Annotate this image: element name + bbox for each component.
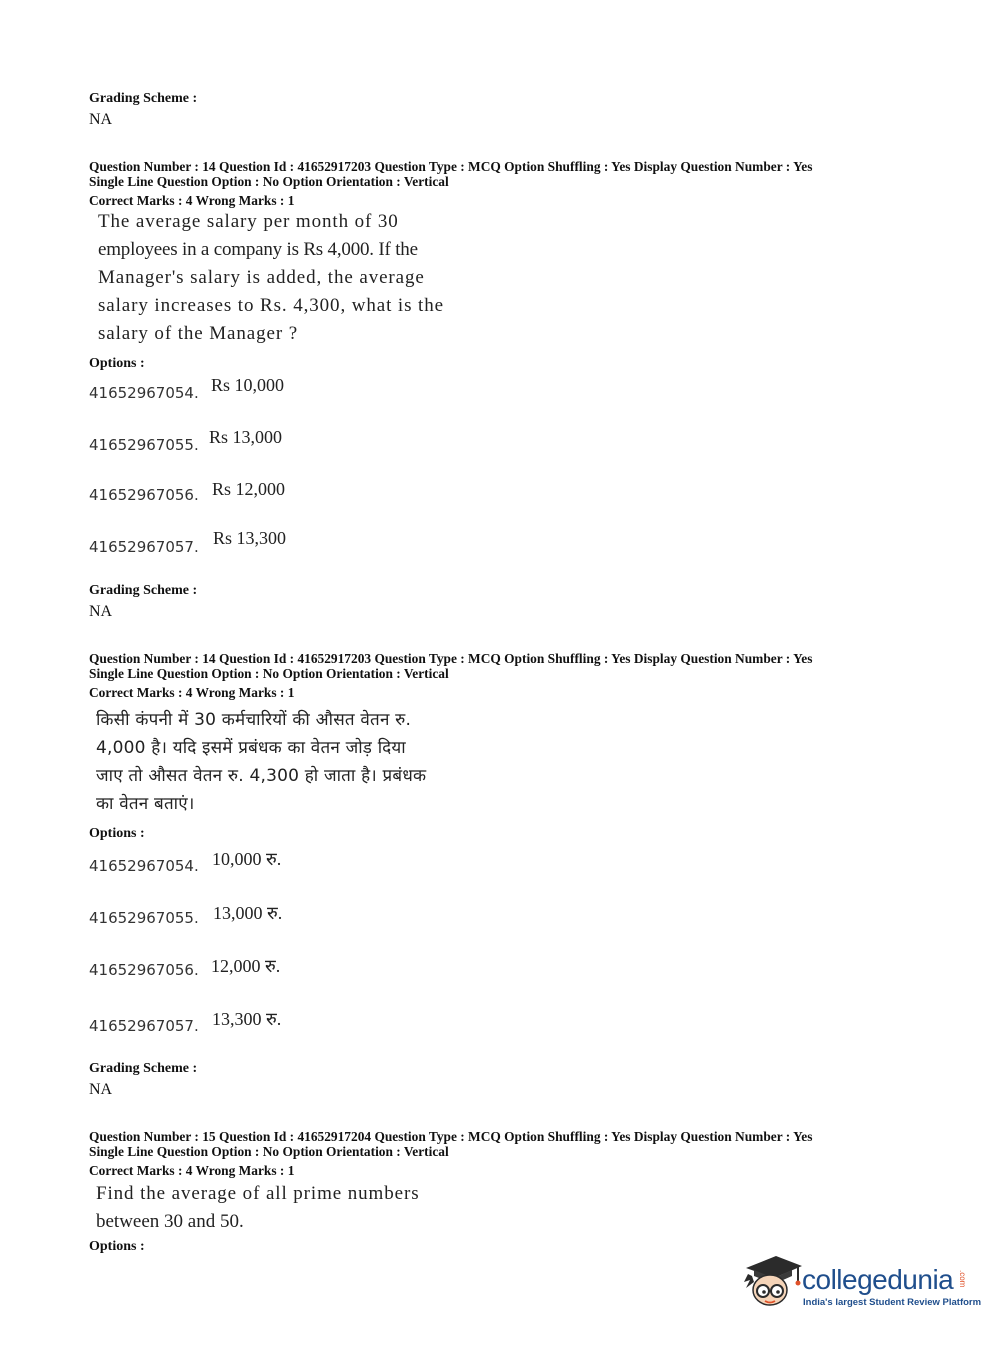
mascot-icon [740, 1252, 804, 1310]
options-label: Options : [89, 356, 145, 371]
question-text [96, 1180, 420, 1236]
option-value: Rs 12,000 [212, 479, 286, 499]
question-text [98, 208, 444, 348]
collegedunia-logo[interactable] [740, 1250, 982, 1312]
question-meta-line1: Question Number : 15 Question Id : 41652917204 Question Type : MCQ Option Shuffling : Yes Display Question Number : Yes [89, 1129, 813, 1144]
question-text-line: 4,000 है। यदि इसमें प्रबंधक का वेतन जोड़ दिया [96, 738, 406, 758]
question-text-line: The average salary per month of 30 [98, 211, 399, 232]
grading-scheme-label: Grading Scheme : [89, 1061, 198, 1076]
logo-tagline: India's largest Student Review Platform [803, 1297, 982, 1308]
grading-scheme-label: Grading Scheme : [89, 583, 198, 598]
question-marks: Correct Marks : 4 Wrong Marks : 1 [89, 685, 295, 700]
question-meta-line2: Single Line Question Option : No Option Orientation : Vertical [89, 174, 449, 189]
option-value: Rs 13,300 [213, 528, 287, 548]
grading-scheme-label: Grading Scheme : [89, 91, 198, 106]
question-marks: Correct Marks : 4 Wrong Marks : 1 [89, 193, 295, 208]
option-id: 41652967055. [89, 436, 199, 454]
grading-scheme-value: NA [89, 603, 113, 620]
option-value: 10,000 रु. [212, 849, 282, 869]
question-text-line: किसी कंपनी में 30 कर्मचारियों की औसत वेतन रु. [96, 710, 412, 730]
option-id: 41652967054. [89, 384, 199, 402]
question-text-line: Manager's salary is added, the average [98, 267, 425, 288]
option-value: 12,000 रु. [211, 956, 281, 976]
option-value: 13,300 रु. [212, 1009, 282, 1029]
option-value: Rs 10,000 [211, 375, 285, 395]
question-text [96, 706, 426, 818]
options-label: Options : [89, 826, 145, 841]
options-label: Options : [89, 1239, 145, 1254]
option-id: 41652967055. [89, 909, 199, 927]
question-text-line: between 30 and 50. [96, 1211, 244, 1232]
option-id: 41652967054. [89, 857, 199, 875]
question-meta-line2: Single Line Question Option : No Option Orientation : Vertical [89, 1144, 449, 1159]
question-text-line: का वेतन बताएं। [96, 794, 195, 814]
logo-wordmark: collegedunia [802, 1264, 954, 1295]
question-text-line: salary of the Manager ? [98, 323, 299, 344]
option-id: 41652967056. [89, 961, 199, 979]
option-value: 13,000 रु. [213, 903, 283, 923]
question-meta-line2: Single Line Question Option : No Option Orientation : Vertical [89, 666, 449, 681]
grading-scheme-value: NA [89, 111, 113, 128]
option-value: Rs 13,000 [209, 427, 283, 447]
question-text-line: salary increases to Rs. 4,300, what is the [98, 295, 444, 316]
logo-suffix: .com [958, 1270, 967, 1288]
option-id: 41652967057. [89, 538, 199, 556]
question-text-line: employees in a company is Rs 4,000. If the [98, 239, 418, 260]
option-id: 41652967057. [89, 1017, 199, 1035]
question-text-line: जाए तो औसत वेतन रु. 4,300 हो जाता है। प्रबंधक [96, 766, 427, 786]
question-text-line: Find the average of all prime numbers [96, 1183, 420, 1204]
option-id: 41652967056. [89, 486, 199, 504]
question-meta-line1: Question Number : 14 Question Id : 41652917203 Question Type : MCQ Option Shuffling : Yes Display Question Number : Yes [89, 159, 813, 174]
question-marks: Correct Marks : 4 Wrong Marks : 1 [89, 1163, 295, 1178]
question-meta-line1: Question Number : 14 Question Id : 41652917203 Question Type : MCQ Option Shuffling : Yes Display Question Number : Yes [89, 651, 813, 666]
grading-scheme-value: NA [89, 1081, 113, 1098]
